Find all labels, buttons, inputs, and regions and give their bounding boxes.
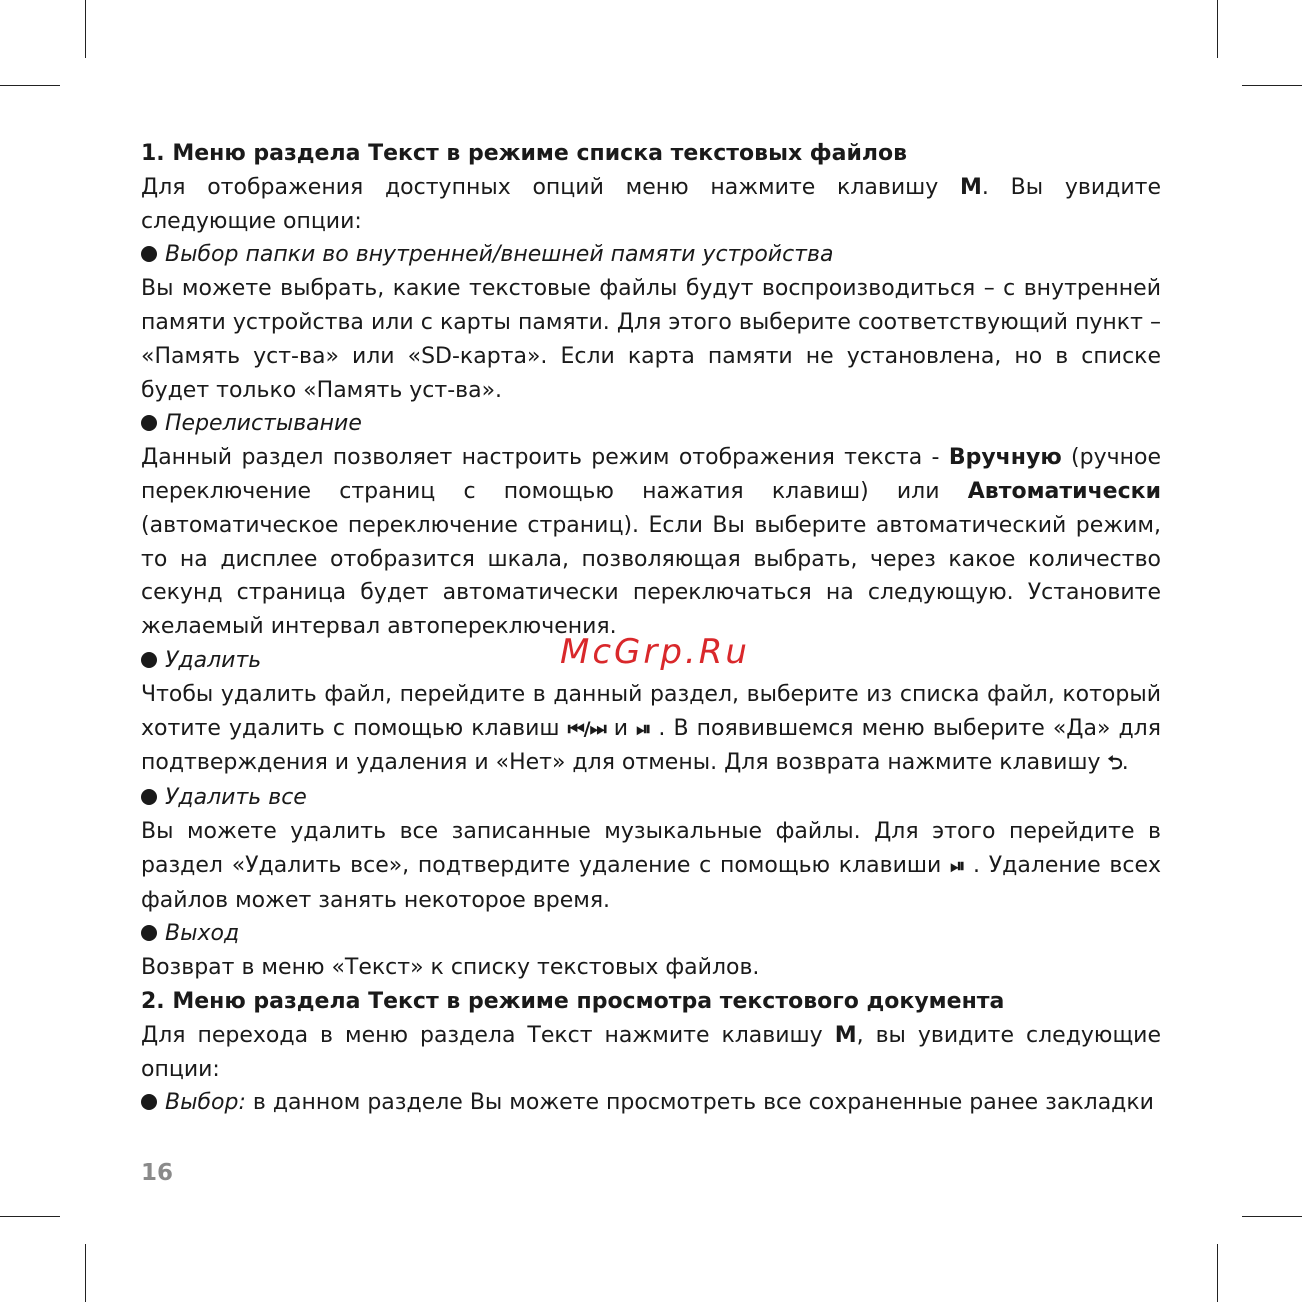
bullet-folder: Выбор папки во внутренней/внешней памяти устройства	[141, 238, 1161, 272]
delete-all-paragraph: Вы можете удалить все записанные музыкальные файлы. Для этого перейдите в раздел «Удалить все», подтвердите удаление с помощью клавиши ⏯ . Удаление всех файлов может занять некоторое время.	[141, 818, 1161, 913]
delete-paragraph: Чтобы удалить файл, перейдите в данный раздел, выберите из списка файл, который хотите удалить с помощью клавиш ⏮/⏭ и ⏯ . В появившемся меню выберите «Да» для подтверждения и удаления и «Нет» для отмены. Для возврата нажмите клавишу ⮌.	[141, 681, 1161, 776]
bullet-scroll: Перелистывание	[141, 407, 1161, 441]
bullet-icon	[141, 1094, 157, 1110]
crop-mark	[1242, 1216, 1302, 1217]
bullet-icon	[141, 246, 157, 262]
exit-paragraph: Возврат в меню «Текст» к списку текстовых файлов.	[141, 955, 760, 981]
section-heading-2: 2. Меню раздела Текст в режиме просмотра текстового документа	[141, 988, 1005, 1014]
play-pause-key-icon: ⏯	[636, 717, 651, 740]
crop-mark	[85, 1244, 86, 1302]
bullet-delete: Удалить	[141, 644, 1161, 678]
crop-mark	[1217, 0, 1218, 58]
page-content	[141, 137, 1161, 1120]
crop-mark	[1217, 1244, 1218, 1302]
bullet-exit: Выход	[141, 917, 1161, 951]
prev-next-key-icon: ⏮/⏭	[567, 717, 606, 740]
play-pause-key-icon: ⏯	[950, 854, 965, 877]
bullet-icon	[141, 925, 157, 941]
intro-paragraph-2: Для перехода в меню раздела Текст нажмите клавишу M, вы увидите следующие опции:	[141, 1022, 1161, 1082]
bullet-choice: Выбор: в данном разделе Вы можете просмотреть все сохраненные ранее закладки	[141, 1086, 1161, 1120]
crop-mark	[85, 0, 86, 58]
back-key-icon: ⮌	[1107, 752, 1122, 775]
intro-paragraph-1: Для отображения доступных опций меню нажмите клавишу M. Вы увидите следующие опции:	[141, 174, 1161, 234]
folder-paragraph: Вы можете выбрать, какие текстовые файлы будут воспроизводиться – с внутренней памяти устройства или с карты памяти. Для этого выберите соответствующий пункт – «Память уст-ва» или «SD-карта». Если карта памяти не установлена, но в списке будет только «Память уст-ва».	[141, 276, 1161, 403]
crop-mark	[0, 1216, 60, 1217]
bullet-icon	[141, 415, 157, 431]
section-heading-1: 1. Меню раздела Текст в режиме списка текстовых файлов	[141, 141, 908, 166]
page-number: 16	[141, 1160, 174, 1186]
bullet-icon	[141, 652, 157, 668]
bullet-icon	[141, 789, 157, 805]
scroll-paragraph: Данный раздел позволяет настроить режим отображения текста - Вручную (ручное переключение страниц с помощью нажатия клавиш) или Автоматически (автоматическое переключение страниц). Если Вы выберите автоматический режим, то на дисплее отобразится шкала, позволяющая выбрать, через какое количество секунд страница будет автоматически переключаться на следующую. Установите желаемый интервал автопереключения.	[141, 445, 1161, 640]
crop-mark	[0, 85, 60, 86]
bullet-delete-all: Удалить все	[141, 781, 1161, 815]
crop-mark	[1242, 85, 1302, 86]
watermark: McGrp.Ru	[560, 632, 750, 672]
